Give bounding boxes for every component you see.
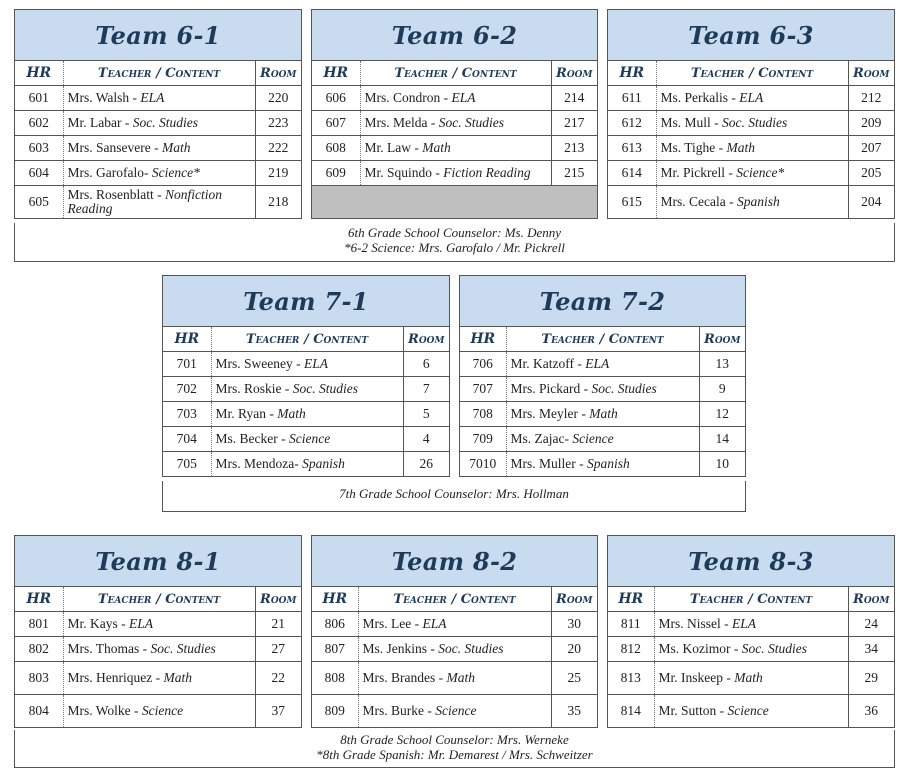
- teacher-cell: [63, 695, 255, 728]
- table-row: [312, 695, 597, 728]
- team-title: Team 8-3: [688, 546, 814, 576]
- room-cell: 37: [255, 695, 301, 728]
- subject: ELA: [585, 356, 610, 371]
- table-row: [460, 402, 745, 427]
- table-row: [608, 612, 894, 637]
- subject: Soc. Studies: [150, 641, 216, 656]
- teacher-name: Mr. Labar -: [67, 115, 133, 130]
- team-table: [312, 61, 597, 218]
- hr-cell: 807: [312, 637, 358, 662]
- room-cell: 26: [403, 452, 449, 477]
- subject: ELA: [140, 90, 165, 105]
- table-row: [163, 402, 449, 427]
- grade6-footer: [14, 223, 895, 262]
- teacher-name: Mrs. Rosenblatt -: [67, 187, 165, 202]
- teacher-name: Mr. Sutton -: [658, 703, 728, 718]
- teacher-cell: [211, 402, 403, 427]
- teacher-cell: [654, 612, 848, 637]
- room-cell: 27: [255, 637, 301, 662]
- subject: Soc. Studies: [741, 641, 807, 656]
- teacher-cell: [63, 111, 255, 136]
- teacher-header: Teacher / Content: [63, 61, 255, 86]
- subject: Science: [141, 703, 184, 718]
- table-row: [608, 662, 894, 695]
- hr-cell: 811: [608, 612, 654, 637]
- room-cell: 10: [699, 452, 745, 477]
- table-row: [15, 111, 301, 136]
- hr-cell: 607: [312, 111, 360, 136]
- table-row: [312, 161, 597, 186]
- teacher-cell: [211, 427, 403, 452]
- teacher-cell: [63, 186, 255, 219]
- teacher-name: Ms. Zajac-: [510, 431, 573, 446]
- room-cell: 34: [848, 637, 894, 662]
- hr-cell: 603: [15, 136, 63, 161]
- subject: Soc. Studies: [722, 115, 788, 130]
- room-cell: 215: [551, 161, 597, 186]
- hr-cell: 606: [312, 86, 360, 111]
- teacher-cell: [358, 695, 551, 728]
- hr-cell: 701: [163, 352, 211, 377]
- team-header: [15, 536, 301, 587]
- table-row: [312, 111, 597, 136]
- teacher-cell: [506, 352, 699, 377]
- room-header: Room: [699, 327, 745, 352]
- room-cell: 214: [564, 90, 585, 105]
- table-row: [608, 86, 894, 111]
- teacher-header: Teacher / Content: [506, 327, 699, 352]
- grade8-footer: [14, 730, 895, 768]
- team-header: [312, 10, 597, 61]
- grade7-footer: [162, 481, 746, 512]
- subject: Math: [422, 140, 451, 155]
- team-header: [460, 276, 745, 327]
- table-row: [608, 186, 894, 219]
- subject: Science: [727, 703, 769, 718]
- teacher-cell: [654, 695, 848, 728]
- room-cell: 25: [551, 662, 597, 695]
- team-7-2: [459, 275, 746, 477]
- teacher-name: Mrs. Nissel -: [658, 616, 732, 631]
- room-cell: 35: [551, 695, 597, 728]
- teacher-name: Mrs. Brandes -: [362, 670, 447, 685]
- science-note: *6-2 Science: Mrs. Garofalo / Mr. Pickrell: [344, 240, 565, 255]
- room-cell: 207: [848, 136, 894, 161]
- spanish-note: *8th Grade Spanish: Mr. Demarest / Mrs. Schweitzer: [316, 747, 593, 762]
- teacher-name: Ms. Tighe -: [660, 140, 727, 155]
- room-cell: 220: [268, 90, 289, 105]
- teacher-name: Ms. Becker -: [215, 431, 289, 446]
- table-row: [15, 662, 301, 695]
- hr-cell: 706: [460, 352, 506, 377]
- room-header: Room: [848, 587, 894, 612]
- hr-cell: 609: [312, 161, 360, 186]
- table-row: [460, 427, 745, 452]
- subject: Spanish: [587, 456, 630, 471]
- teacher-name: Mrs. Pickard -: [510, 381, 592, 396]
- table-row: [15, 161, 301, 186]
- team-table: [608, 587, 894, 727]
- teacher-name: Mrs. Wolke -: [67, 703, 142, 718]
- subject: Science*: [151, 165, 200, 180]
- teacher-cell: [360, 86, 551, 111]
- team-table: [460, 327, 745, 476]
- teacher-cell: [63, 161, 255, 186]
- counselor-note: 6th Grade School Counselor: Ms. Denny: [347, 225, 562, 240]
- team-header: [163, 276, 449, 327]
- hr-cell: 707: [460, 377, 506, 402]
- hr-cell: 709: [460, 427, 506, 452]
- empty-row: [312, 186, 597, 219]
- teacher-cell: [654, 637, 848, 662]
- teacher-name: Mr. Ryan -: [215, 406, 278, 421]
- room-cell: 22: [255, 662, 301, 695]
- hr-cell: 801: [15, 612, 63, 637]
- room-cell: 209: [848, 111, 894, 136]
- team-header: [608, 10, 894, 61]
- teacher-name: Mrs. Roskie -: [215, 381, 293, 396]
- team-title: Team 8-2: [391, 546, 518, 576]
- teacher-name: Mr. Squindo -: [364, 165, 444, 180]
- team-6-2: [311, 9, 598, 219]
- teacher-name: Ms. Mull -: [660, 115, 723, 130]
- subject: Science*: [736, 165, 785, 180]
- room-header: Room: [551, 587, 597, 612]
- hr-cell: 705: [163, 452, 211, 477]
- table-row: [163, 377, 449, 402]
- table-row: [312, 136, 597, 161]
- subject: Soc. Studies: [438, 115, 504, 130]
- subject: ELA: [732, 616, 757, 631]
- teacher-name: Mr. Kays -: [67, 616, 129, 631]
- subject: Soc. Studies: [132, 115, 198, 130]
- hr-cell: 614: [608, 161, 656, 186]
- teacher-cell: [656, 186, 848, 219]
- team-table: [15, 587, 301, 727]
- hr-header: HR: [608, 587, 654, 612]
- teacher-cell: [360, 136, 551, 161]
- subject: Math: [163, 670, 192, 685]
- hr-cell: 601: [15, 86, 63, 111]
- teacher-name: Mrs. Mendoza-: [215, 456, 303, 471]
- teacher-name: Mr. Inskeep -: [658, 670, 735, 685]
- teacher-cell: [656, 136, 848, 161]
- teacher-cell: [656, 111, 848, 136]
- subject: ELA: [451, 90, 476, 105]
- table-row: [15, 186, 301, 219]
- room-cell: 9: [699, 377, 745, 402]
- teacher-cell: [656, 161, 848, 186]
- room-cell: 36: [848, 695, 894, 728]
- subject: Soc. Studies: [292, 381, 358, 396]
- subject: ELA: [422, 616, 447, 631]
- teacher-name: Mr. Pickrell -: [660, 165, 737, 180]
- teacher-name: Mrs. Sweeney -: [215, 356, 304, 371]
- teacher-name: Mrs. Henriquez -: [67, 670, 164, 685]
- room-cell: 12: [699, 402, 745, 427]
- teacher-header: Teacher / Content: [654, 587, 848, 612]
- team-title: Team 6-3: [688, 20, 814, 50]
- hr-header: HR: [312, 587, 358, 612]
- room-cell: 29: [848, 662, 894, 695]
- teacher-cell: [211, 452, 403, 477]
- hr-header: HR: [460, 327, 506, 352]
- teacher-header: Teacher / Content: [656, 61, 848, 86]
- table-row: [460, 352, 745, 377]
- room-cell: 204: [848, 186, 894, 219]
- hr-cell: 612: [608, 111, 656, 136]
- teacher-cell: [63, 86, 255, 111]
- subject: ELA: [129, 616, 154, 631]
- teacher-cell: [63, 637, 255, 662]
- teacher-name: Mrs. Thomas -: [67, 641, 151, 656]
- room-header: Room: [255, 587, 301, 612]
- room-cell: 219: [255, 161, 301, 186]
- table-row: [312, 612, 597, 637]
- teacher-name: Mrs. Lee -: [362, 616, 423, 631]
- room-cell: 21: [271, 616, 285, 631]
- team-6-1: [14, 9, 302, 219]
- hr-cell: 809: [312, 695, 358, 728]
- empty-cell: [551, 186, 597, 219]
- table-row: [312, 662, 597, 695]
- team-title: Team 7-2: [539, 286, 666, 316]
- teacher-cell: [211, 377, 403, 402]
- hr-cell: 7010: [460, 452, 506, 477]
- room-cell: 213: [551, 136, 597, 161]
- team-table: [312, 587, 597, 727]
- teacher-name: Mrs. Melda -: [364, 115, 439, 130]
- teacher-name: Ms. Kozimor -: [658, 641, 742, 656]
- subject: Math: [161, 140, 191, 155]
- room-cell: 7: [403, 377, 449, 402]
- room-cell: 13: [715, 356, 729, 371]
- teacher-header: Teacher / Content: [360, 61, 551, 86]
- subject: Science: [435, 703, 477, 718]
- hr-cell: 802: [15, 637, 63, 662]
- hr-cell: 808: [312, 662, 358, 695]
- teacher-cell: [360, 111, 551, 136]
- team-table: [608, 61, 894, 218]
- hr-cell: 803: [15, 662, 63, 695]
- teacher-cell: [63, 136, 255, 161]
- subject: Fiction Reading: [443, 165, 531, 180]
- counselor-note: 7th Grade School Counselor: Mrs. Hollman: [339, 486, 569, 501]
- hr-header: HR: [15, 587, 63, 612]
- subject: Soc. Studies: [438, 641, 504, 656]
- teacher-cell: [358, 612, 551, 637]
- teacher-name: Mrs. Garofalo-: [67, 165, 152, 180]
- subject: Math: [726, 140, 756, 155]
- room-cell: 223: [255, 111, 301, 136]
- hr-cell: 814: [608, 695, 654, 728]
- teacher-header: Teacher / Content: [63, 587, 255, 612]
- table-row: [608, 695, 894, 728]
- room-cell: 4: [403, 427, 449, 452]
- subject: Math: [589, 406, 618, 421]
- table-row: [15, 86, 301, 111]
- table-row: [608, 111, 894, 136]
- hr-header: HR: [608, 61, 656, 86]
- table-row: [163, 352, 449, 377]
- room-cell: 212: [861, 90, 882, 105]
- hr-cell: 704: [163, 427, 211, 452]
- room-cell: 20: [551, 637, 597, 662]
- subject: Math: [277, 406, 306, 421]
- hr-cell: 611: [608, 86, 656, 111]
- teacher-cell: [211, 352, 403, 377]
- table-row: [15, 612, 301, 637]
- teacher-cell: [358, 637, 551, 662]
- subject: Spanish: [302, 456, 345, 471]
- hr-cell: 608: [312, 136, 360, 161]
- empty-cell: [312, 186, 360, 219]
- room-cell: 6: [422, 356, 430, 371]
- room-cell: 217: [551, 111, 597, 136]
- hr-cell: 604: [15, 161, 63, 186]
- table-row: [163, 452, 449, 477]
- hr-header: HR: [312, 61, 360, 86]
- team-header: [15, 10, 301, 61]
- table-row: [163, 427, 449, 452]
- room-cell: 222: [255, 136, 301, 161]
- table-row: [608, 161, 894, 186]
- teacher-cell: [358, 662, 551, 695]
- subject: Spanish: [736, 194, 780, 209]
- subject: Nonfiction Reading: [67, 187, 222, 216]
- teacher-cell: [506, 427, 699, 452]
- teacher-name: Mrs. Cecala -: [660, 194, 737, 209]
- room-header: Room: [848, 61, 894, 86]
- teacher-cell: [656, 86, 848, 111]
- team-title: Team 8-1: [95, 546, 221, 576]
- room-header: Room: [403, 327, 449, 352]
- teacher-cell: [506, 402, 699, 427]
- subject: ELA: [303, 356, 328, 371]
- table-row: [460, 452, 745, 477]
- teacher-header: Teacher / Content: [358, 587, 551, 612]
- team-header: [608, 536, 894, 587]
- teacher-cell: [506, 452, 699, 477]
- subject: Soc. Studies: [591, 381, 657, 396]
- hr-header: HR: [15, 61, 63, 86]
- teacher-name: Ms. Jenkins -: [362, 641, 439, 656]
- teacher-cell: [63, 612, 255, 637]
- hr-cell: 703: [163, 402, 211, 427]
- teacher-cell: [654, 662, 848, 695]
- room-cell: 218: [255, 186, 301, 219]
- hr-cell: 602: [15, 111, 63, 136]
- teacher-name: Mrs. Burke -: [362, 703, 436, 718]
- teacher-name: Mrs. Walsh -: [67, 90, 141, 105]
- team-title: Team 7-1: [243, 286, 369, 316]
- table-row: [15, 136, 301, 161]
- teacher-name: Mrs. Muller -: [510, 456, 587, 471]
- team-header: [312, 536, 597, 587]
- teacher-cell: [63, 662, 255, 695]
- subject: Math: [734, 670, 763, 685]
- team-title: Team 6-1: [95, 20, 221, 50]
- hr-header: HR: [163, 327, 211, 352]
- counselor-note: 8th Grade School Counselor: Mrs. Werneke: [340, 732, 569, 747]
- team-8-2: [311, 535, 598, 728]
- subject: Science: [572, 431, 614, 446]
- table-row: [312, 86, 597, 111]
- hr-cell: 615: [608, 186, 656, 219]
- subject: Science: [288, 431, 331, 446]
- teacher-name: Mr. Law -: [364, 140, 423, 155]
- room-cell: 205: [848, 161, 894, 186]
- table-row: [608, 136, 894, 161]
- room-cell: 30: [567, 616, 581, 631]
- team-8-1: [14, 535, 302, 728]
- table-row: [15, 695, 301, 728]
- hr-cell: 708: [460, 402, 506, 427]
- team-table: [163, 327, 449, 476]
- team-8-3: [607, 535, 895, 728]
- teacher-name: Mrs. Sansevere -: [67, 140, 162, 155]
- hr-cell: 812: [608, 637, 654, 662]
- room-cell: 24: [864, 616, 878, 631]
- hr-cell: 804: [15, 695, 63, 728]
- room-header: Room: [255, 61, 301, 86]
- teacher-cell: [506, 377, 699, 402]
- room-header: Room: [551, 61, 597, 86]
- team-table: [15, 61, 301, 218]
- team-7-1: [162, 275, 450, 477]
- table-row: [15, 637, 301, 662]
- hr-cell: 613: [608, 136, 656, 161]
- teacher-header: Teacher / Content: [211, 327, 403, 352]
- subject: ELA: [739, 90, 764, 105]
- hr-cell: 813: [608, 662, 654, 695]
- team-6-3: [607, 9, 895, 219]
- table-row: [608, 637, 894, 662]
- room-cell: 5: [403, 402, 449, 427]
- teacher-name: Mrs. Meyler -: [510, 406, 590, 421]
- subject: Math: [446, 670, 475, 685]
- hr-cell: 702: [163, 377, 211, 402]
- teacher-cell: [360, 161, 551, 186]
- hr-cell: 605: [15, 186, 63, 219]
- hr-cell: 806: [312, 612, 358, 637]
- team-title: Team 6-2: [391, 20, 518, 50]
- empty-cell: [360, 186, 551, 219]
- teacher-name: Ms. Perkalis -: [660, 90, 740, 105]
- teacher-name: Mrs. Condron -: [364, 90, 452, 105]
- room-cell: 14: [699, 427, 745, 452]
- teacher-name: Mr. Katzoff -: [510, 356, 586, 371]
- table-row: [460, 377, 745, 402]
- table-row: [312, 637, 597, 662]
